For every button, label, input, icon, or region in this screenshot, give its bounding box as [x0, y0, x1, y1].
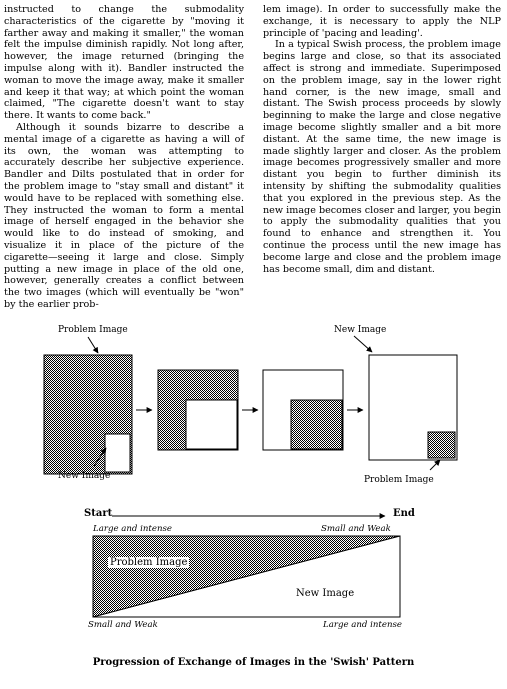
left-paragraph-2: Although it sounds bizarre to describe a mental image of a cigarette as having a will of its own, the woman was attempting to accurately describe her subjective experience. Bandler and Dilts postulated that in order for the problem image to "stay small and distant" it would have to be replaced with something else. They instructed the woman to form a mental image of herself engaged in the behavior she would like to do instead of smoking, and visualize it in place of the picture of the cigarette—seeing it large and close. Simply putting a new image in place of the old one, however, generally creates a conflict between the two images (which will eventually be "won" by the earlier prob- [4, 121, 244, 310]
label-problem-image-top: Problem Image [58, 325, 128, 335]
right-paragraph-2: In a typical Swish process, the problem image begins large and close, so that its associated affect is strong and immediate. Superimposed on the problem image, say in the lower right hand corner, is the new image, small and distant. The Swish process proceeds by slowly beginning to make the large and close negative image become slightly smaller and a bit more distant. At the same time, the new image is made slightly larger and closer. As the problem image becomes progressively smaller and more distant you begin to further diminish its intensity by shifting the submodality qualities that you explored in the previous step. As the new image becomes closer and larger, you begin to apply the submodality qualities that you found to enhance and strengthen it. You continue the process until the new image has become large and close and the problem image has become small, dim and distant. [263, 39, 501, 275]
frame-4-problem-image [428, 432, 455, 458]
small-weak-top: Small and Weak [321, 524, 391, 534]
end-label: End [393, 508, 415, 519]
label-new-image-bottom: New Image [58, 471, 111, 481]
label-problem-image-bottom: Problem Image [364, 475, 434, 485]
frame-1-new-image [105, 434, 130, 472]
frame-3-problem-image [291, 400, 342, 449]
figure-caption: Progression of Exchange of Images in the 'Swish' Pattern [92, 657, 415, 668]
left-paragraph-1: instructed to change the submodality characteristics of the cigarette by "moving it farther away and making it smaller," the woman felt the impulse diminish rapidly. Not long after, however, the image returned (bringing the impulse along with it). Bandler instructed the woman to move the image away, make it smaller and keep it that way; at which point the woman claimed, "The cigarette doesn't want to stay there. It wants to come back." [4, 4, 244, 122]
label-new-image-top: New Image [334, 325, 387, 335]
frame-2-new-image [186, 400, 237, 449]
start-label: Start [84, 508, 113, 519]
right-paragraph-1: lem image). In order to successfully make the exchange, it is necessary to apply the NLP principle of 'pacing and leading'. [263, 4, 501, 39]
small-weak-bottom: Small and Weak [88, 620, 158, 630]
wedge-problem-label: Problem Image [110, 557, 188, 568]
wedge-new-label: New Image [296, 588, 355, 599]
large-intense-bottom: Large and intense [323, 620, 403, 630]
large-intense-top: Large and intense [93, 524, 173, 534]
